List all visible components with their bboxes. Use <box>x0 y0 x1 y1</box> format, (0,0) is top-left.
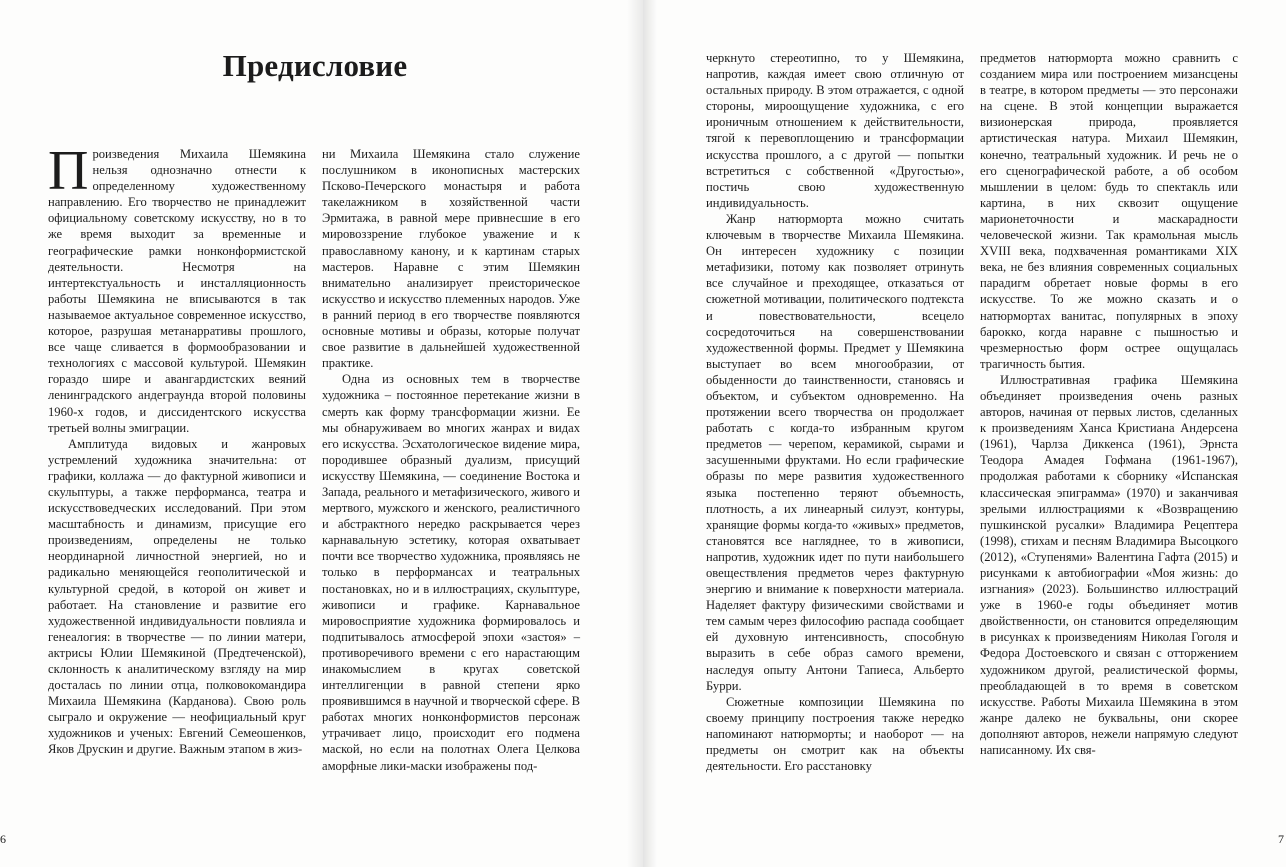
paragraph-text: роизведения Михаила Шемякина нельзя однозначно отнести к определенному художественному направлению. Его творчество не принадлежит официальному советскому искусству, но в то же время выходит за временные и географические рамки нонконформистской деятельности. Несмотря на интертекстуальность и инсталляционность работы Шемякина не вписываются в так называемое актуальное современное искусство, которое, разрушая метанарративы прошлого, все чаще сливается в формообразовании и технологиях с массовой культурой. Шемякин гораздо шире и авангардистских веяний ленинградского андеграунда второй половины 1960-х годов, и диссидентского искусства третьей волны эмиграции. <box>48 147 306 435</box>
paragraph: ни Михаила Шемякина стало служение послушником в иконописных мастерских Псково-Печерского монастыря и работа такелажником в хозяйственной части Эрмитажа, в равной мере привнесшие в его мировоззрение глубокое уважение и к православному канону, и к картинам старых мастеров. Наравне с этим Шемякин внимательно анализирует преисторическое искусство и искусство племенных народов. Уже в ранний период в его творчестве появляются основные мотивы и образы, которые получат свое развитие в дальнейшей художественной практике. <box>322 147 580 371</box>
page-title: Предисловие <box>222 48 408 83</box>
page-number-right: 7 <box>1278 832 1284 846</box>
drop-cap: П <box>48 140 89 202</box>
page-number-left: 6 <box>0 832 6 846</box>
paragraph: Одна из основных тем в творчестве художника – постоянное перетекание жизни в смерть как форму трансформации жизни. Ее мы обнаруживаем во многих жанрах и видах его искусства. Эсхатологическое видение мира, породившее образный дуализм, присущий искусству Шемякина, — соединение Востока и Запада, реального и метафизического, живого и мертвого, мужского и женского, реалистичного и абстрактного нередко раскрывается через карнавальную эстетику, которая охватывает почти все творчество художника, проявляясь не только в перформансах и театральных постановках, но и в иллюстрациях, скульптуре, живописи и графике. Карнавальное мировосприятие художника формировалось и подпитывалось атмосферой эпохи «застоя» – противоречивого времени с его нарастающим инакомыслием в кругах советской интеллигенции в равной степени ярко проявившимся в научной и творческой сфере. В работах многих нонконформистов персонаж утрачивает лицо, происходит его подмена маской, но если на полотнах Олега Целкова аморфные лики-маски изображены под- <box>322 372 580 773</box>
text-column-3 <box>706 50 964 774</box>
paragraph: предметов натюрморта можно сравнить с созданием мира или построением мизансцены в театре, в котором предметы — это персонажи на сцене. В этой концепции выражается визионерская природа, проявляется артистическая натура. Михаил Шемякин, конечно, театральный художник. И речь не о его сценографической работе, а об особом мышлении в целом: будь то спектакль или картина, в них сквозит ощущение марионеточности и маскарадности человеческой жизни. Так крамольная мысль XVIII века, подхваченная романтиками XIX века, не без влияния современных социальных парадигм обретает новые формы в его искусстве. То же можно сказать и о натюрмортах ванитас, популярных в эпоху барокко, когда наравне с пышностью и чрезмерностью форм острее ощущалась трагичность бытия. <box>980 51 1238 371</box>
right-page <box>643 0 1286 867</box>
paragraph: Амплитуда видовых и жанровых устремлений художника значительна: от графики, коллажа — до фактурной живописи и скульптуры, а также перформанса, театра и искусствоведческих исследований. При этом масштабность и динамизм, присущие его произведениям, определены не только неординарной личностной энергией, но и радикально меняющейся геополитической и культурной средой, в которой он живет и работает. На становление и развитие его художественной индивидуальности повлияла и генеалогия: в творчестве — по линии матери, актрисы Юлии Шемякиной (Предтеченской), склонность к аналитическому взгляду на мир досталась по линии отца, полковокомандира Михаила Шемякина (Карданова). Свою роль сыграло и окружение — неофициальный круг художников и ученых: Евгений Семеошенков, Яков Друскин и другие. Важным этапом в жиз- <box>48 436 306 757</box>
paragraph: Жанр натюрморта можно считать ключевым в творчестве Михаила Шемякина. Он интересен художнику с позиции метафизики, потому как позволяет отринуть все случайное и преходящее, отказаться от сюжетной мотивации, политического подтекста и повествовательности, всецело сосредоточиться на совершенствовании художественной формы. Предмет у Шемякина выступает во всем многообразии, от обыденности до таинственности, становясь и объектом, и субъектом одновременно. На протяжении всего творчества он продолжает работать с когда-то избранным кругом предметов — черепом, керамикой, сырами и засушенными фруктами. Но если графические образы по мере развития художественного языка постепенно теряют объемность, плотность, а их линеарный силуэт, контуры, хранящие формы когда-то «живых» предметов, становятся все нагляднее, то в живописи, напротив, художник идет по пути наибольшего овеществления предметов через фактурную энергию и внимание к поверхности материала. Наделяет фактуру физическими свойствами и тем самым через философию распада сообщает ей духовную интенсивность, способную выразить в себе образ самого времени, наследуя опыту Антони Тапиеса, Альберто Бурри. <box>706 211 964 693</box>
text-column-4 <box>980 50 1238 758</box>
paragraph: Иллюстративная графика Шемякина объединяет произведения очень разных авторов, начиная от первых листов, сделанных к произведениям Ханса Кристиана Андерсена (1961), Чарлза Диккенса (1961), Эрнста Теодора Амадея Гофмана (1961-1967), продолжая работами к сборнику «Испанская классическая эпиграмма» (1970) и заканчивая зрелыми иллюстрациями к «Возвращению пушкинской русалки» Владимира Рецептера (1998), стихам и песням Владимира Высоцкого (2012), «Ступенями» Валентина Гафта (2015) и рисунками к автобиографии «Моя жизнь: до изгнания» (2023). Большинство иллюстраций уже в 1960-е годы объединяет мотив двойственности, он становится определяющим в рисунках к произведениям Николая Гоголя и Федора Достоевского и связан с отторжением художником другой, реалистической формы, преобладающей в то время в советском искусстве. Работы Михаила Шемякина в этом жанре далеко не буквальны, они скорее дополняют авторов, нежели напрямую следуют написанному. Их свя- <box>980 372 1238 758</box>
text-column-1 <box>48 140 306 758</box>
text-column-2 <box>322 146 580 774</box>
paragraph: черкнуто стереотипно, то у Шемякина, напротив, каждая имеет свою отличную от остальных природу. В этом отражается, с одной стороны, мироощущение художника, с его ироничным отношением к действительности, тягой к перевоплощению и трансформации искусства прошлого, а с другой — попытки встретиться с собственной «Другостью», постичь свою художественную индивидуальность. <box>706 51 964 210</box>
paragraph <box>48 140 306 436</box>
paragraph: Сюжетные композиции Шемякина по своему принципу построения также нередко напоминают натюрморты; и наоборот — на предметы он смотрит как на объекты деятельности. Его расстановку <box>706 694 964 774</box>
